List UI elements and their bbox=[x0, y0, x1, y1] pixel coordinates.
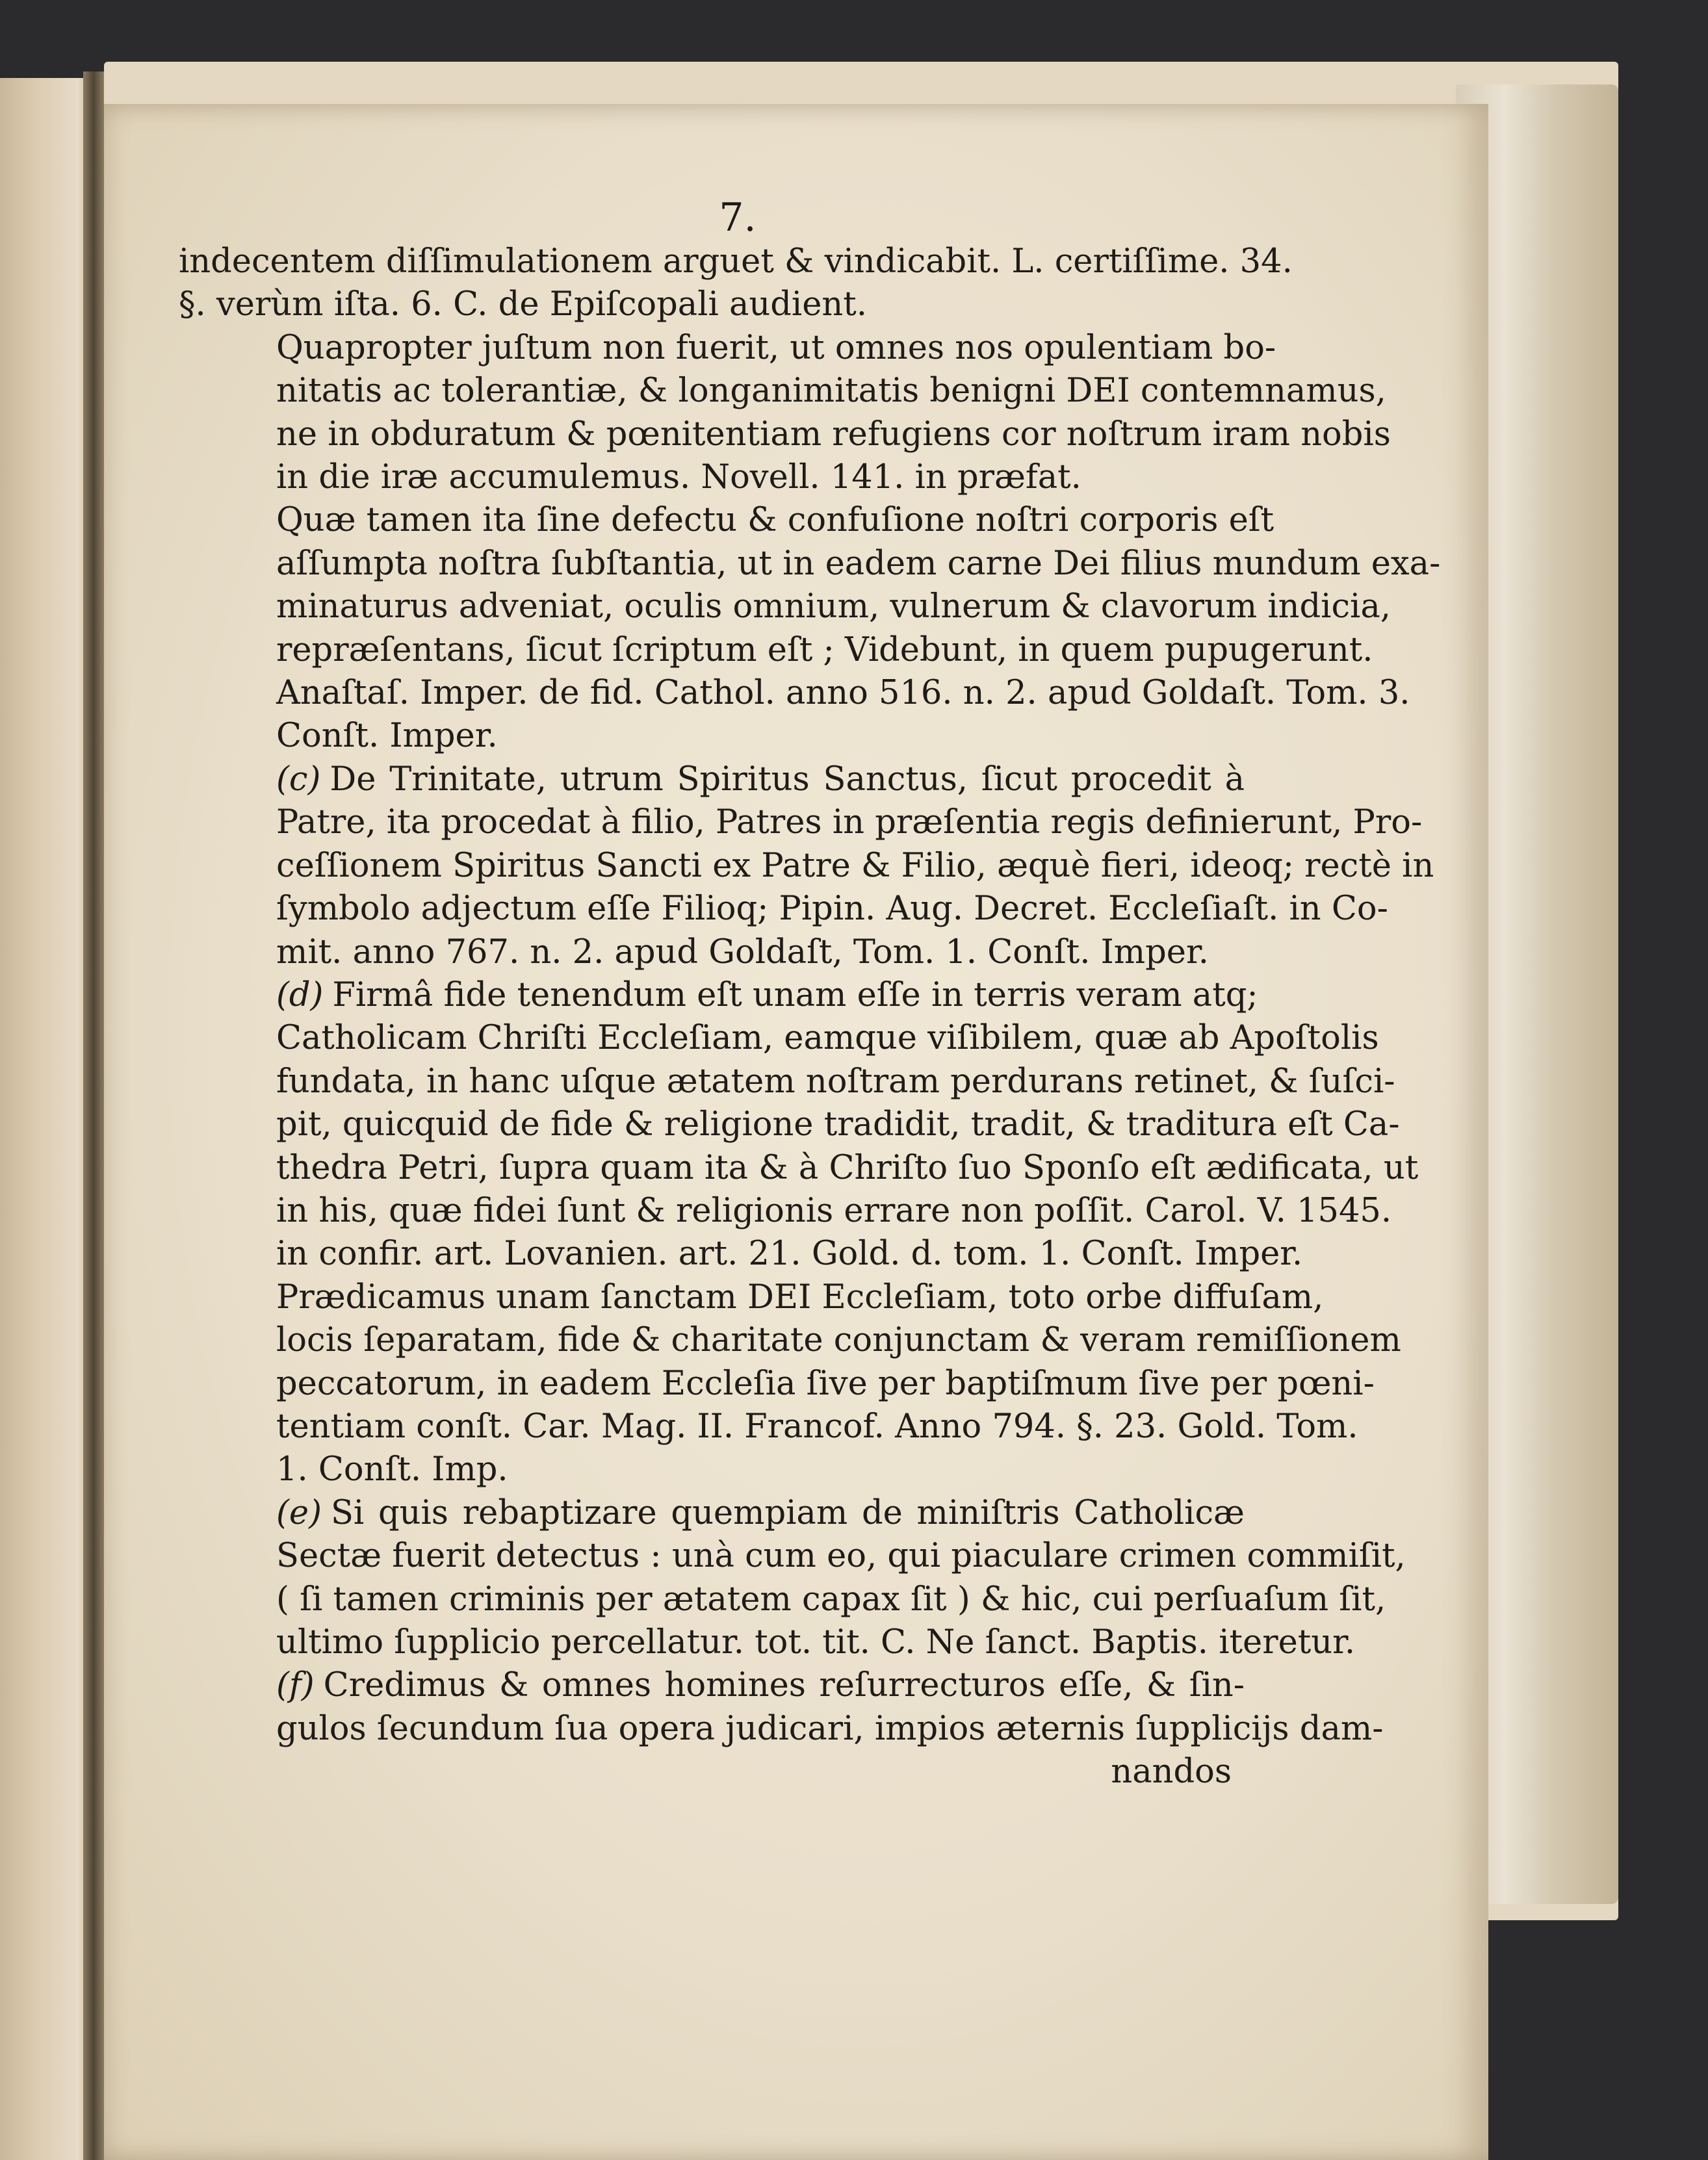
text-line bbox=[276, 1103, 1400, 1146]
line-text: ( ſi tamen criminis per ætatem capax ſit ) & hic, cui perſuaſum ſit, bbox=[276, 1580, 1386, 1619]
line-text: Prædicamus unam ſanctam DEI Eccleſiam, toto orbe diffuſam, bbox=[276, 1278, 1324, 1317]
text-line bbox=[276, 1621, 1356, 1664]
note-marker: (c) bbox=[276, 760, 321, 799]
text-line bbox=[276, 327, 1276, 370]
line-text: gulos ſecundum ſua opera judicari, impios æternis ſupplicijs dam- bbox=[276, 1709, 1384, 1748]
line-text: ultimo ſupplicio percellatur. tot. tit. C. Ne ſanct. Baptis. iteretur. bbox=[276, 1623, 1356, 1662]
text-line bbox=[276, 1147, 1419, 1190]
note-marker: (e) bbox=[276, 1493, 322, 1532]
text-line bbox=[276, 888, 1388, 931]
line-text: pit, quicquid de fide & religione tradidit, tradit, & traditura eſt Ca- bbox=[276, 1105, 1400, 1144]
text-line bbox=[276, 543, 1441, 585]
paragraph bbox=[179, 1276, 1401, 1492]
line-text: indecentem diſſimulationem arguet & vindicabit. L. certiſſime. 34. bbox=[179, 242, 1293, 281]
text-line bbox=[276, 1233, 1303, 1276]
note-marker: (d) bbox=[276, 975, 324, 1014]
text-line bbox=[276, 974, 1258, 1017]
line-text: fundata, in hanc uſque ætatem noſtram perdurans retinet, & ſuſci- bbox=[276, 1062, 1395, 1101]
text-line bbox=[276, 715, 1245, 758]
text-line bbox=[276, 499, 1275, 542]
line-text: Conſt. Imper. bbox=[276, 717, 498, 756]
paragraph bbox=[179, 499, 1441, 758]
note-marker: (f) bbox=[276, 1666, 315, 1705]
line-text: peccatorum, in eadem Eccleſia ſive per baptiſmum ſive per pœni- bbox=[276, 1364, 1375, 1403]
line-text: Catholicam Chriſti Eccleſiam, eamque viſibilem, quæ ab Apoſtolis bbox=[276, 1019, 1379, 1058]
text-line bbox=[276, 1406, 1358, 1448]
text-line bbox=[276, 758, 1245, 801]
text-line bbox=[276, 1448, 1245, 1491]
line-text: Quapropter juſtum non fuerit, ut omnes nos opulentiam bo- bbox=[276, 328, 1276, 367]
line-text: Anaſtaſ. Imper. de fid. Cathol. anno 516. n. 2. apud Goldaſt. Tom. 3. bbox=[276, 674, 1410, 713]
text-line bbox=[276, 413, 1391, 456]
line-text: Firmâ fide tenendum eſt unam eſſe in terris veram atq; bbox=[332, 975, 1258, 1014]
paragraph bbox=[179, 327, 1391, 500]
text-line bbox=[276, 931, 1245, 974]
line-text: thedra Petri, ſupra quam ita & à Chriſto ſuo Sponſo eſt ædificata, ut bbox=[276, 1148, 1419, 1187]
line-text: in his, quæ fidei ſunt & religionis errare non poſſit. Carol. V. 1545. bbox=[276, 1191, 1392, 1230]
line-text: in die iræ accumulemus. Novell. 141. in præfat. bbox=[276, 458, 1081, 497]
line-text: Credimus & omnes homines reſurrecturos eſſe, & ſin- bbox=[323, 1666, 1245, 1705]
line-text: repræſentans, ſicut ſcriptum eſt ; Videbunt, in quem pupugerunt. bbox=[276, 630, 1373, 669]
text-line bbox=[179, 283, 1245, 326]
text-line bbox=[276, 1017, 1379, 1060]
catchword: nandos bbox=[1111, 1753, 1232, 1792]
line-text: Patre, ita procedat à filio, Patres in præſentia regis definierunt, Pro- bbox=[276, 803, 1423, 842]
paragraph bbox=[179, 1492, 1406, 1665]
line-text: ceſſionem Spiritus Sancti ex Patre & Filio, æquè fieri, ideoq; rectè in bbox=[276, 846, 1434, 885]
line-text: Sectæ fuerit detectus : unà cum eo, qui piaculare crimen commiſit, bbox=[276, 1537, 1406, 1576]
text-line bbox=[276, 672, 1410, 715]
text-line bbox=[179, 240, 1293, 283]
page-text bbox=[179, 240, 1441, 1794]
text-line bbox=[276, 1190, 1392, 1233]
paragraph bbox=[179, 240, 1293, 327]
line-text: ne in obduratum & pœnitentiam refugiens cor noſtrum iram nobis bbox=[276, 415, 1391, 454]
text-line bbox=[276, 1492, 1245, 1535]
text-line bbox=[276, 1708, 1384, 1751]
book-gutter bbox=[83, 71, 104, 2160]
text-line bbox=[276, 801, 1423, 844]
line-text: ſymbolo adjectum eſſe Filioq; Pipin. Aug. Decret. Eccleſiaſt. in Co- bbox=[276, 890, 1388, 929]
text-line bbox=[276, 1535, 1406, 1578]
paragraph bbox=[179, 1664, 1384, 1751]
line-text: mit. anno 767. n. 2. apud Goldaſt, Tom. 1. Conſt. Imper. bbox=[276, 932, 1209, 971]
line-text: nitatis ac tolerantiæ, & longanimitatis benigni DEI contemnamus, bbox=[276, 372, 1386, 411]
text-line bbox=[276, 456, 1245, 499]
text-line bbox=[276, 370, 1386, 413]
text-line bbox=[276, 1276, 1324, 1319]
line-text: tentiam conſt. Car. Mag. II. Francof. Anno 794. §. 23. Gold. Tom. bbox=[276, 1407, 1358, 1446]
line-text: §. verùm iſta. 6. C. de Epiſcopali audient. bbox=[179, 285, 867, 324]
line-text: in confir. art. Lovanien. art. 21. Gold. d. tom. 1. Conſt. Imper. bbox=[276, 1235, 1303, 1274]
line-text: Si quis rebaptizare quempiam de miniſtris Catholicæ bbox=[330, 1493, 1245, 1532]
line-text: 1. Conſt. Imp. bbox=[276, 1450, 508, 1489]
text-line bbox=[276, 1061, 1395, 1103]
line-text: Quæ tamen ita ſine defectu & confuſione noſtri corporis eſt bbox=[276, 501, 1275, 540]
line-text: minaturus adveniat, oculis omnium, vulnerum & clavorum indicia, bbox=[276, 587, 1391, 626]
text-line bbox=[276, 845, 1434, 888]
text-line bbox=[276, 629, 1373, 672]
text-line bbox=[276, 1319, 1401, 1362]
text-line bbox=[276, 585, 1391, 628]
paragraph bbox=[179, 974, 1419, 1276]
paragraph bbox=[179, 758, 1434, 974]
line-text: De Trinitate, utrum Spiritus Sanctus, ſicut procedit à bbox=[330, 760, 1245, 799]
text-line bbox=[276, 1664, 1245, 1707]
line-text: locis ſeparatam, fide & charitate conjunctam & veram remiſſionem bbox=[276, 1321, 1401, 1360]
line-text: aſſumpta noſtra ſubſtantia, ut in eadem carne Dei filius mundum exa- bbox=[276, 544, 1441, 583]
page-number: 7. bbox=[719, 195, 757, 240]
text-line bbox=[276, 1363, 1375, 1406]
text-line bbox=[276, 1578, 1386, 1621]
